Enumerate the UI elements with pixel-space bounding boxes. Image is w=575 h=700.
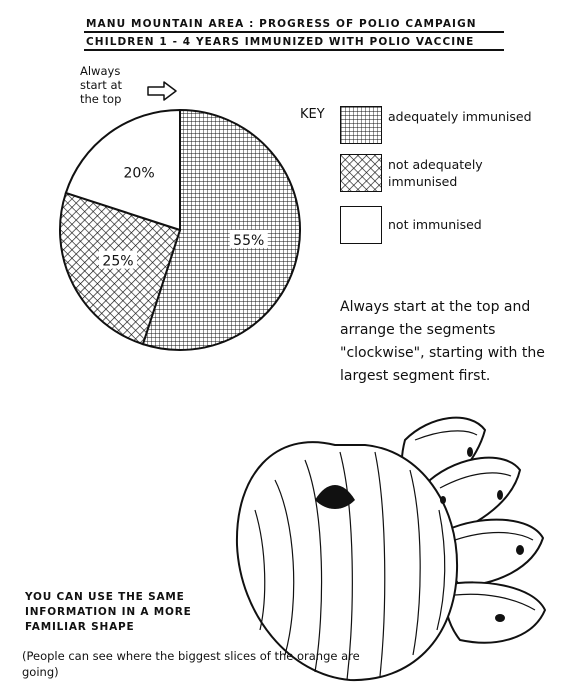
key-label: KEY xyxy=(300,107,325,122)
bottom-note: YOU CAN USE THE SAME INFORMATION IN A MORE FAMILIAR SHAPE xyxy=(25,591,192,633)
legend-label: adequately immunised xyxy=(388,109,532,124)
side-note: Always start at the top and arrange the segments "clockwise", starting with the largest segment first. xyxy=(340,299,545,384)
legend-label: not adequately immunised xyxy=(388,157,483,189)
slice-value-label: 25% xyxy=(102,253,134,270)
legend-swatch xyxy=(340,206,382,244)
legend-swatch xyxy=(340,154,382,192)
right-arrow-icon xyxy=(146,80,178,102)
title-underline xyxy=(84,31,504,33)
chart-subtitle: CHILDREN 1 - 4 YEARS IMMUNIZED WITH POLIO VACCINE xyxy=(86,36,475,48)
start-note xyxy=(80,64,122,106)
slice-value-label: 55% xyxy=(233,232,265,249)
start-note-line: Always xyxy=(80,64,121,78)
start-note-line: start at xyxy=(80,78,122,92)
legend-item-not-adequately-immunised xyxy=(340,154,538,192)
subtitle-underline xyxy=(84,49,504,51)
pie-chart xyxy=(55,105,305,355)
chart-title: MANU MOUNTAIN AREA : PROGRESS OF POLIO CAMPAIGN xyxy=(86,18,477,30)
start-note-line: the top xyxy=(80,92,122,106)
slice-value-label: 20% xyxy=(123,165,155,182)
legend-swatch xyxy=(340,106,382,144)
legend-item-not-immunised xyxy=(340,206,538,244)
legend-label: not immunised xyxy=(388,217,482,232)
legend-item-adequately-immunised xyxy=(340,106,538,144)
bottom-note-subtext: (People can see where the biggest slices of the orange are going) xyxy=(22,649,360,679)
